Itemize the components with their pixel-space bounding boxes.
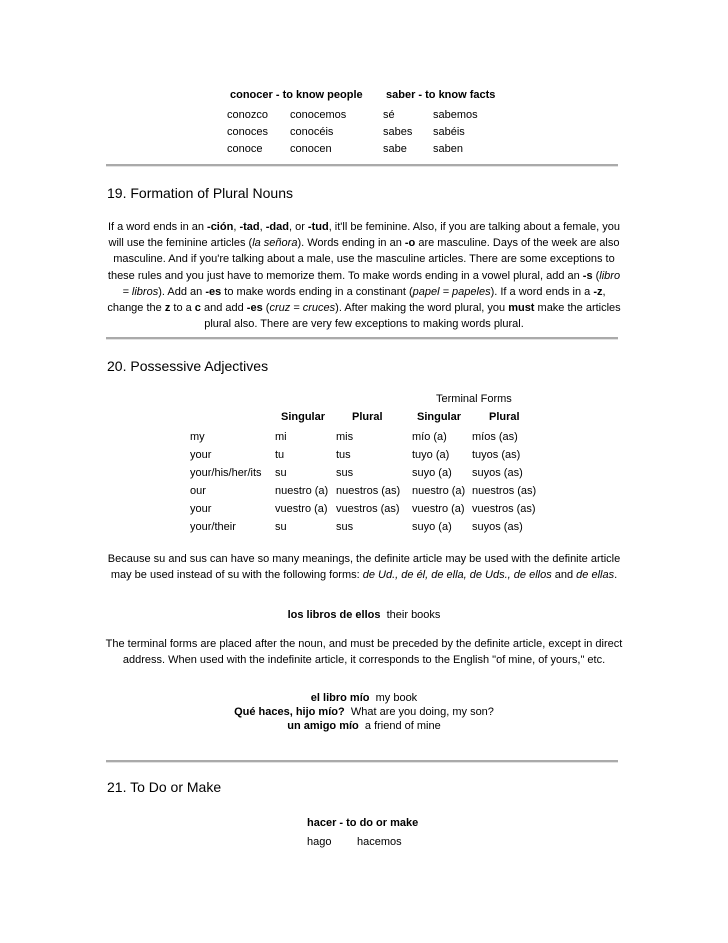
table-cell: mi <box>275 431 287 443</box>
section-divider <box>106 164 618 167</box>
text-run: to a <box>170 302 195 315</box>
text-run: ( <box>592 269 600 282</box>
table-cell: conoces <box>227 126 268 138</box>
example-line <box>104 692 624 704</box>
table-cell: conozco <box>227 109 268 121</box>
section-19-title: 19. Formation of Plural Nouns <box>107 185 293 201</box>
table-header: Singular <box>417 411 462 423</box>
table-header: Plural <box>352 411 383 423</box>
table-header: Singular <box>281 411 326 423</box>
text-run: de Ud., de él, de ella, de Uds., de ellos <box>362 569 552 582</box>
table-cell: conocéis <box>290 126 334 138</box>
table-cell: conoce <box>227 143 263 155</box>
section-divider <box>106 760 618 763</box>
text-run: c <box>194 302 201 315</box>
text-run: la señora <box>252 237 298 250</box>
table-cell: nuestro (a) <box>275 485 329 497</box>
example-line <box>104 720 624 732</box>
table-header: Plural <box>489 411 520 423</box>
table-cell: tu <box>275 449 285 461</box>
text-run: make the articles plural also. There are very few exceptions to making words plural. <box>204 302 621 331</box>
table-cell: suyo (a) <box>412 521 452 533</box>
text-run: -tad <box>239 221 260 233</box>
text-run: . <box>614 569 618 582</box>
table-cell: nuestros (as) <box>336 485 401 497</box>
table-cell: mío (a) <box>412 431 447 443</box>
text-run: -ción <box>207 221 234 233</box>
table-cell: conocemos <box>290 109 347 121</box>
text-run: If a word ends in an <box>107 221 208 233</box>
table-cell: sé <box>383 109 395 121</box>
section-20-paragraph-2: The terminal forms are placed after the noun, and must be preceded by the definite article, except in direct address. When used with the indefinite article, it corresponds to the English "of mine, of yours," etc. <box>105 638 623 667</box>
table-cell: sus <box>336 467 354 479</box>
table-header-saber: saber - to know facts <box>386 89 496 101</box>
text-run: , it'll be feminine. Also, if you are talking about a female, you will use the feminine articles ( <box>108 221 621 250</box>
section-20-paragraph-1 <box>104 551 624 583</box>
table-cell: sabéis <box>433 126 465 138</box>
table-cell: suyos (as) <box>472 521 523 533</box>
example-spanish: Qué haces, hijo mío? <box>234 706 345 718</box>
table-cell: su <box>275 467 287 479</box>
table-cell: my <box>190 431 205 443</box>
text-run: and add <box>200 302 247 315</box>
table-cell: tuyos (as) <box>472 449 521 461</box>
example-line <box>104 706 624 718</box>
text-run: , <box>233 221 240 233</box>
text-run: ). After making the word plural, you <box>335 302 509 315</box>
table-cell: sabes <box>383 126 413 138</box>
table-cell: our <box>190 485 206 497</box>
table-cell: saben <box>433 143 463 155</box>
example-spanish: un amigo mío <box>287 720 359 732</box>
text-run: -z <box>593 285 603 298</box>
example-spanish: el libro mío <box>310 692 370 704</box>
text-run: cruz = cruces <box>269 302 336 315</box>
section-21-title: 21. To Do or Make <box>107 779 222 795</box>
text-run: ). Add an <box>158 285 206 298</box>
table-cell: hago <box>307 836 332 848</box>
text-run: Because su and sus can have so many meanings, the definite article may be used with the definite article may be used instead of su with the following forms: <box>107 553 621 582</box>
table-header-hacer: hacer - to do or make <box>307 817 419 829</box>
text-run: -s <box>582 269 593 282</box>
table-header-conocer: conocer - to know people <box>230 89 363 101</box>
text-run: -o <box>404 237 416 250</box>
text-run: papel = papeles <box>412 285 491 298</box>
table-cell: tuyo (a) <box>412 449 450 461</box>
text-run: ( <box>262 302 270 315</box>
text-run: , or <box>288 221 308 233</box>
text-run: z <box>164 302 171 315</box>
text-run: are masculine. Days of the week are also masculine. And if you're talking about a male, use the masculine articles. There are some exceptions to these rules and you just have to memorize them. To make words ending in a vowel plural, add an <box>107 237 620 282</box>
table-cell: míos (as) <box>472 431 518 443</box>
table-cell: your/their <box>190 521 236 533</box>
example-line <box>104 609 624 621</box>
table-cell: your <box>190 503 212 515</box>
table-cell: your <box>190 449 212 461</box>
table-cell: su <box>275 521 287 533</box>
text-run: -es <box>246 302 263 315</box>
text-run: and <box>551 569 577 582</box>
example-english: a friend of mine <box>364 720 441 732</box>
table-cell: sabemos <box>433 109 478 121</box>
section-20-title: 20. Possessive Adjectives <box>107 358 269 374</box>
table-cell: conocen <box>290 143 332 155</box>
table-cell: sus <box>336 521 354 533</box>
example-english: their books <box>386 609 441 621</box>
example-english: What are you doing, my son? <box>350 706 494 718</box>
section-19-paragraph <box>104 219 624 332</box>
table-cell: suyos (as) <box>472 467 523 479</box>
table-cell: vuestro (a) <box>275 503 328 515</box>
text-run: ). Words ending in an <box>297 237 405 250</box>
table-cell: suyo (a) <box>412 467 452 479</box>
table-cell: vuestros (as) <box>472 503 536 515</box>
table-cell: vuestros (as) <box>336 503 400 515</box>
table-cell: nuestros (as) <box>472 485 537 497</box>
text-run: must <box>508 302 535 315</box>
table-cell: nuestro (a) <box>412 485 466 497</box>
text-run: -tud <box>307 221 329 233</box>
text-run: to make words ending in a constinant ( <box>221 285 413 298</box>
text-run: -dad <box>265 221 289 233</box>
text-run: , <box>259 221 266 233</box>
text-run: de ellas <box>576 569 615 582</box>
section-divider <box>106 337 618 340</box>
table-cell: tus <box>336 449 351 461</box>
example-english: my book <box>375 692 418 704</box>
text-run: libro = libros <box>122 269 621 298</box>
table-cell: your/his/her/its <box>190 467 262 479</box>
table-cell: vuestro (a) <box>412 503 465 515</box>
text-run: ). If a word ends in a <box>490 285 594 298</box>
text-run: , change the <box>107 285 606 315</box>
table-cell: hacemos <box>357 836 402 848</box>
table-cell: mis <box>336 431 354 443</box>
text-run: -es <box>205 285 222 298</box>
example-spanish: los libros de ellos <box>287 609 381 621</box>
table-cell: sabe <box>383 143 407 155</box>
terminal-forms-label: Terminal Forms <box>436 393 512 405</box>
